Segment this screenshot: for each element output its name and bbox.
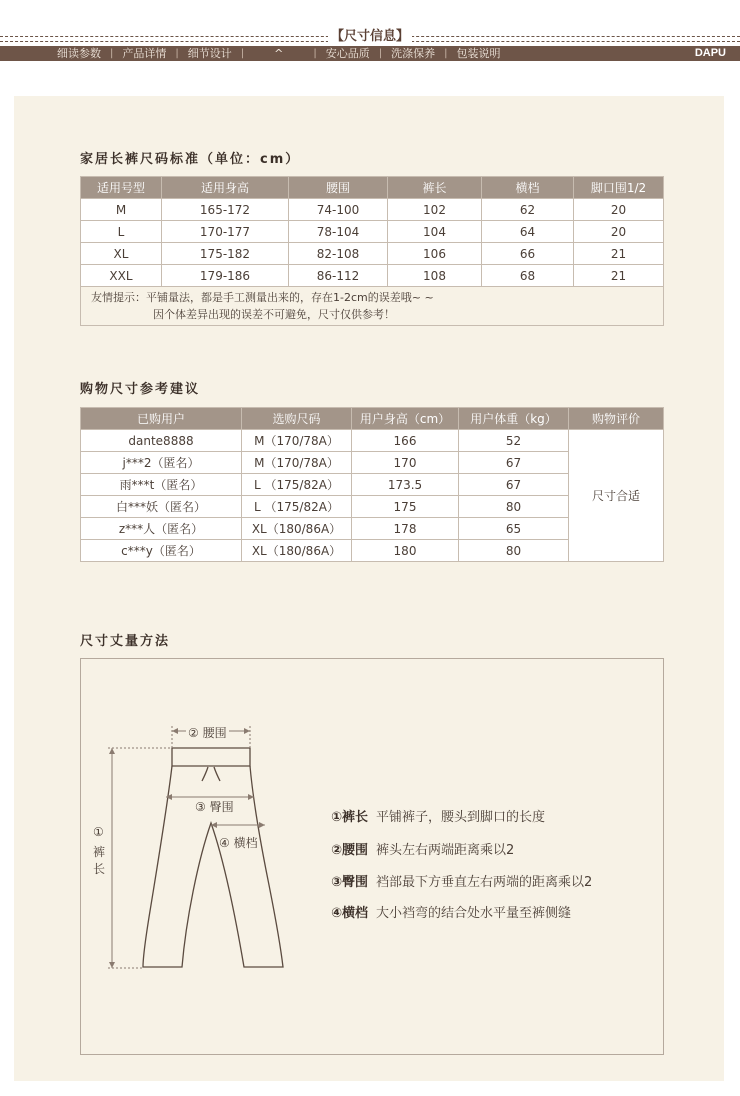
table-cell: M（170/78A）	[242, 452, 352, 474]
legend-num: ②	[331, 843, 343, 858]
legend-name: 臀围	[342, 875, 369, 890]
measure-title: 尺寸丈量方法	[80, 634, 171, 649]
table-cell: M（170/78A）	[242, 430, 352, 452]
table-cell: 170	[352, 452, 459, 474]
column-header: 腰围	[289, 177, 388, 199]
legend-item-waist	[331, 839, 514, 858]
nav-separator: |	[240, 48, 245, 59]
table-cell: 165-172	[162, 199, 289, 221]
table-row	[81, 243, 664, 265]
column-header: 横档	[482, 177, 574, 199]
review-cell: 尺寸合适	[569, 430, 664, 562]
table-cell: 80	[459, 496, 569, 518]
nav-separator: |	[175, 48, 179, 59]
table-row	[81, 265, 664, 287]
table-cell: 108	[388, 265, 482, 287]
nav-item-details[interactable]: 产品详情	[122, 47, 167, 60]
table-cell: XL（180/86A）	[242, 518, 352, 540]
table-cell: 86-112	[289, 265, 388, 287]
table-cell: 80	[459, 540, 569, 562]
table-cell: 68	[482, 265, 574, 287]
hip-label: ③ 臀围	[195, 800, 234, 814]
legend-desc: 大小裆弯的结合处水平量至裤侧缝	[376, 906, 572, 921]
legend-item-length	[331, 806, 545, 825]
table-cell: 173.5	[352, 474, 459, 496]
table-cell: 白***妖（匿名）	[81, 496, 242, 518]
section-tag	[0, 25, 740, 44]
note-line-1: 友情提示：平铺量法，都是手工测量出来的，存在1-2cm的误差哦~ ~	[91, 291, 434, 304]
legend-num: ③	[331, 875, 343, 890]
table-cell: 170-177	[162, 221, 289, 243]
column-header: 用户身高（cm）	[352, 408, 459, 430]
table-cell: 74-100	[289, 199, 388, 221]
legend-item-crotch	[331, 902, 571, 921]
column-header: 脚口围1/2	[574, 177, 664, 199]
table-cell: 20	[574, 199, 664, 221]
nav-separator: |	[444, 48, 448, 59]
note-line-2: 因个体差异出现的误差不可避免，尺寸仅供参考！	[153, 308, 395, 321]
table-cell: 175-182	[162, 243, 289, 265]
table-cell: 64	[482, 221, 574, 243]
nav-item-params[interactable]: 细读参数	[57, 47, 101, 60]
column-header: 用户体重（kg）	[459, 408, 569, 430]
table-cell: 65	[459, 518, 569, 540]
legend-num: ①	[331, 810, 343, 825]
nav-item-packaging[interactable]: 包装说明	[456, 47, 501, 60]
table-cell: 175	[352, 496, 459, 518]
section-tag-text: 【尺寸信息】	[328, 29, 412, 44]
table-cell: 67	[459, 474, 569, 496]
table-cell: 178	[352, 518, 459, 540]
legend-name: 裤长	[342, 810, 369, 825]
brand-logo: DAPU	[694, 47, 726, 59]
length-label-num: ①	[93, 825, 104, 839]
table-cell: L （175/82A）	[242, 496, 352, 518]
legend-name: 横档	[342, 906, 369, 921]
table-row	[81, 199, 664, 221]
column-header: 选购尺码	[242, 408, 352, 430]
size-table	[80, 176, 664, 326]
reference-table-title: 购物尺寸参考建议	[80, 382, 201, 397]
table-cell: XXL	[81, 265, 162, 287]
nav-separator: |	[110, 48, 114, 59]
nav-item-quality[interactable]: 安心品质	[325, 47, 370, 60]
nav-separator: |	[313, 48, 317, 59]
table-cell: 104	[388, 221, 482, 243]
size-table-header	[81, 177, 664, 199]
length-label-char-2: 长	[93, 862, 106, 876]
nav-bar	[0, 46, 740, 61]
waist-label: ② 腰围	[188, 726, 227, 740]
legend-name: 腰围	[342, 843, 369, 858]
column-header: 适用号型	[81, 177, 162, 199]
table-cell: dante8888	[81, 430, 242, 452]
reference-table-header	[81, 408, 664, 430]
legend-num: ④	[331, 906, 343, 921]
table-cell: c***y（匿名）	[81, 540, 242, 562]
table-cell: 20	[574, 221, 664, 243]
crotch-label: ④ 横档	[219, 836, 258, 850]
table-row	[81, 221, 664, 243]
column-header: 已购用户	[81, 408, 242, 430]
table-cell: L	[81, 221, 162, 243]
table-cell: 62	[482, 199, 574, 221]
nav-item-care[interactable]: 洗涤保养	[391, 47, 436, 60]
table-cell: M	[81, 199, 162, 221]
table-cell: 179-186	[162, 265, 289, 287]
table-cell: 78-104	[289, 221, 388, 243]
note-cell	[81, 287, 664, 326]
table-cell: 82-108	[289, 243, 388, 265]
nav-separator: |	[378, 48, 383, 59]
length-label-char-1: 裤	[93, 845, 106, 859]
column-header: 适用身高	[162, 177, 289, 199]
nav-item-up-arrow-icon[interactable]: ^	[274, 47, 284, 60]
table-cell: 102	[388, 199, 482, 221]
table-cell: 180	[352, 540, 459, 562]
legend-item-hip	[331, 871, 592, 890]
table-cell: XL（180/86A）	[242, 540, 352, 562]
column-header: 购物评价	[569, 408, 664, 430]
column-header: 裤长	[388, 177, 482, 199]
table-cell: XL	[81, 243, 162, 265]
note-row	[81, 287, 664, 326]
table-cell: z***人（匿名）	[81, 518, 242, 540]
nav-item-design[interactable]: 细节设计	[187, 47, 232, 60]
legend-desc: 裤头左右两端距离乘以2	[376, 843, 515, 858]
table-cell: 21	[574, 243, 664, 265]
table-cell: 67	[459, 452, 569, 474]
table-cell: 106	[388, 243, 482, 265]
table-cell: 52	[459, 430, 569, 452]
table-cell: 166	[352, 430, 459, 452]
reference-table	[80, 407, 664, 562]
table-cell: 21	[574, 265, 664, 287]
legend-desc: 裆部最下方垂直左右两端的距离乘以2	[376, 875, 593, 890]
legend-desc: 平铺裤子，腰头到脚口的长度	[376, 810, 546, 825]
table-cell: j***2（匿名）	[81, 452, 242, 474]
table-cell: L （175/82A）	[242, 474, 352, 496]
table-row	[81, 430, 664, 452]
table-cell: 雨***t（匿名）	[81, 474, 242, 496]
table-cell: 66	[482, 243, 574, 265]
size-table-title: 家居长裤尺码标准（单位：cm）	[80, 152, 301, 167]
